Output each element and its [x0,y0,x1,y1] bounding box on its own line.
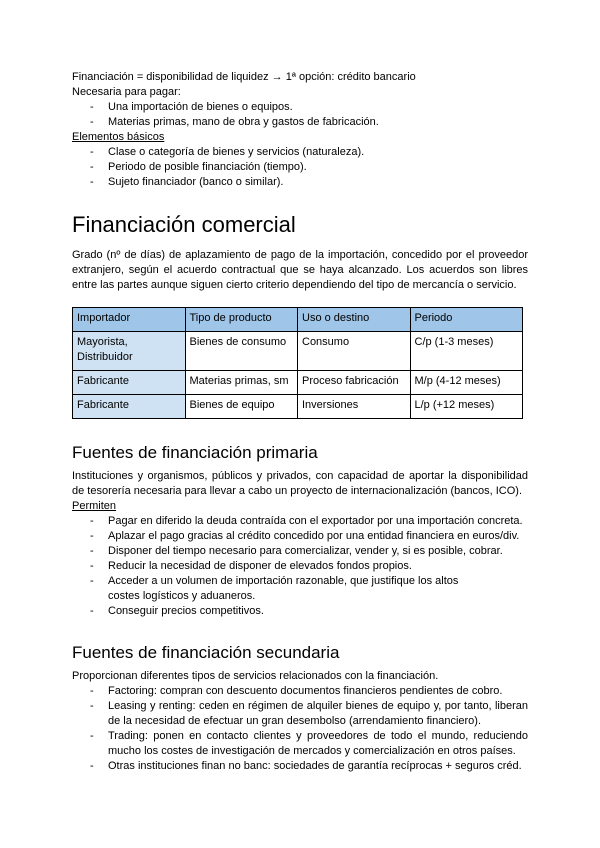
header-cell: Tipo de producto [185,308,298,332]
intro-line: Financiación = disponibilidad de liquidez → 1ª opción: crédito bancario [72,71,416,83]
table-cell: Fabricante [73,395,186,419]
paragraph: Proporcionan diferentes tipos de servicios relacionados con la financiación. [72,670,439,682]
list-item: - Conseguir precios competitivos. [72,604,528,619]
secundaria-list [72,684,528,774]
table-cell: C/p (1-3 meses) [410,332,523,371]
list-item: - Leasing y renting: ceden en régimen de alquiler bienes de equipo y, por tanto, liberan de la necesidad de efectuar un gran desembolso (arrendamiento financiero). [72,699,528,729]
table-cell: Consumo [298,332,411,371]
heading-fuentes-secundaria: Fuentes de financiación secundaria [72,643,340,662]
heading-fuentes-primaria: Fuentes de financiación primaria [72,443,318,462]
table-cell: Materias primas, sm [185,371,298,395]
table-row [73,395,523,419]
list-item: - Acceder a un volumen de importación razonable, que justifique los altos costes logísticos y aduaneros. [72,574,528,604]
table-row [73,371,523,395]
table-cell: M/p (4-12 meses) [410,371,523,395]
document-page [72,70,528,774]
list-item: - Una importación de bienes o equipos. [72,100,528,115]
pay-list [72,100,528,130]
table-cell: Bienes de equipo [185,395,298,419]
list-item: - Reducir la necesidad de disponer de elevados fondos propios. [72,559,528,574]
table-cell: Proceso fabricación [298,371,411,395]
list-item: - Disponer del tiempo necesario para comercializar, vender y, si es posible, cobrar. [72,544,528,559]
list-item: - Periodo de posible financiación (tiempo). [72,160,528,175]
table-cell: Fabricante [73,371,186,395]
heading-financiacion-comercial: Financiación comercial [72,212,296,237]
paragraph: Grado (nº de días) de aplazamiento de pago de la importación, concedido por el proveedor extranjero, según el acuerdo contractual que se haya alcanzado. Los acuerdos son libres entre las partes aunque siguen cierto criterio dependiendo del tipo de mercancía o servicio. [72,249,528,291]
list-item: - Materias primas, mano de obra y gastos de fabricación. [72,115,528,130]
table-row [73,332,523,371]
permiten-title: Permiten [72,500,117,512]
paragraph: Instituciones y organismos, públicos y privados, con capacidad de aportar la disponibilidad de tesorería necesaria para llevar a cabo un proyecto de internacionalización (bancos, ICO). [72,470,528,497]
header-cell: Uso o destino [298,308,411,332]
list-item: - Clase o categoría de bienes y servicios (naturaleza). [72,145,528,160]
permiten-list [72,514,528,619]
table-cell: Bienes de consumo [185,332,298,371]
table-cell: Inversiones [298,395,411,419]
list-item: - Pagar en diferido la deuda contraída con el exportador por una importación concreta. [72,514,528,529]
table-header-row [73,308,523,332]
table-cell: Mayorista, Distribuidor [73,332,186,371]
list-item: - Sujeto financiador (banco o similar). [72,175,528,190]
header-cell: Periodo [410,308,523,332]
periodo-table [72,307,523,419]
list-item: - Trading: ponen en contacto clientes y proveedores de todo el mundo, reduciendo mucho los costes de investigación de mercados y comercialización en otros países. [72,729,528,759]
list-item: - Aplazar el pago gracias al crédito concedido por una entidad financiera en euros/div. [72,529,528,544]
table-cell: L/p (+12 meses) [410,395,523,419]
list-item: - Factoring: compran con descuento documentos financieros pendientes de cobro. [72,684,528,699]
list-item: - Otras instituciones finan no banc: sociedades de garantía recíprocas + seguros créd. [72,759,528,774]
elements-list [72,145,528,190]
header-cell: Importador [73,308,186,332]
intro-line: Necesaria para pagar: [72,86,181,98]
elements-title: Elementos básicos [72,131,165,143]
